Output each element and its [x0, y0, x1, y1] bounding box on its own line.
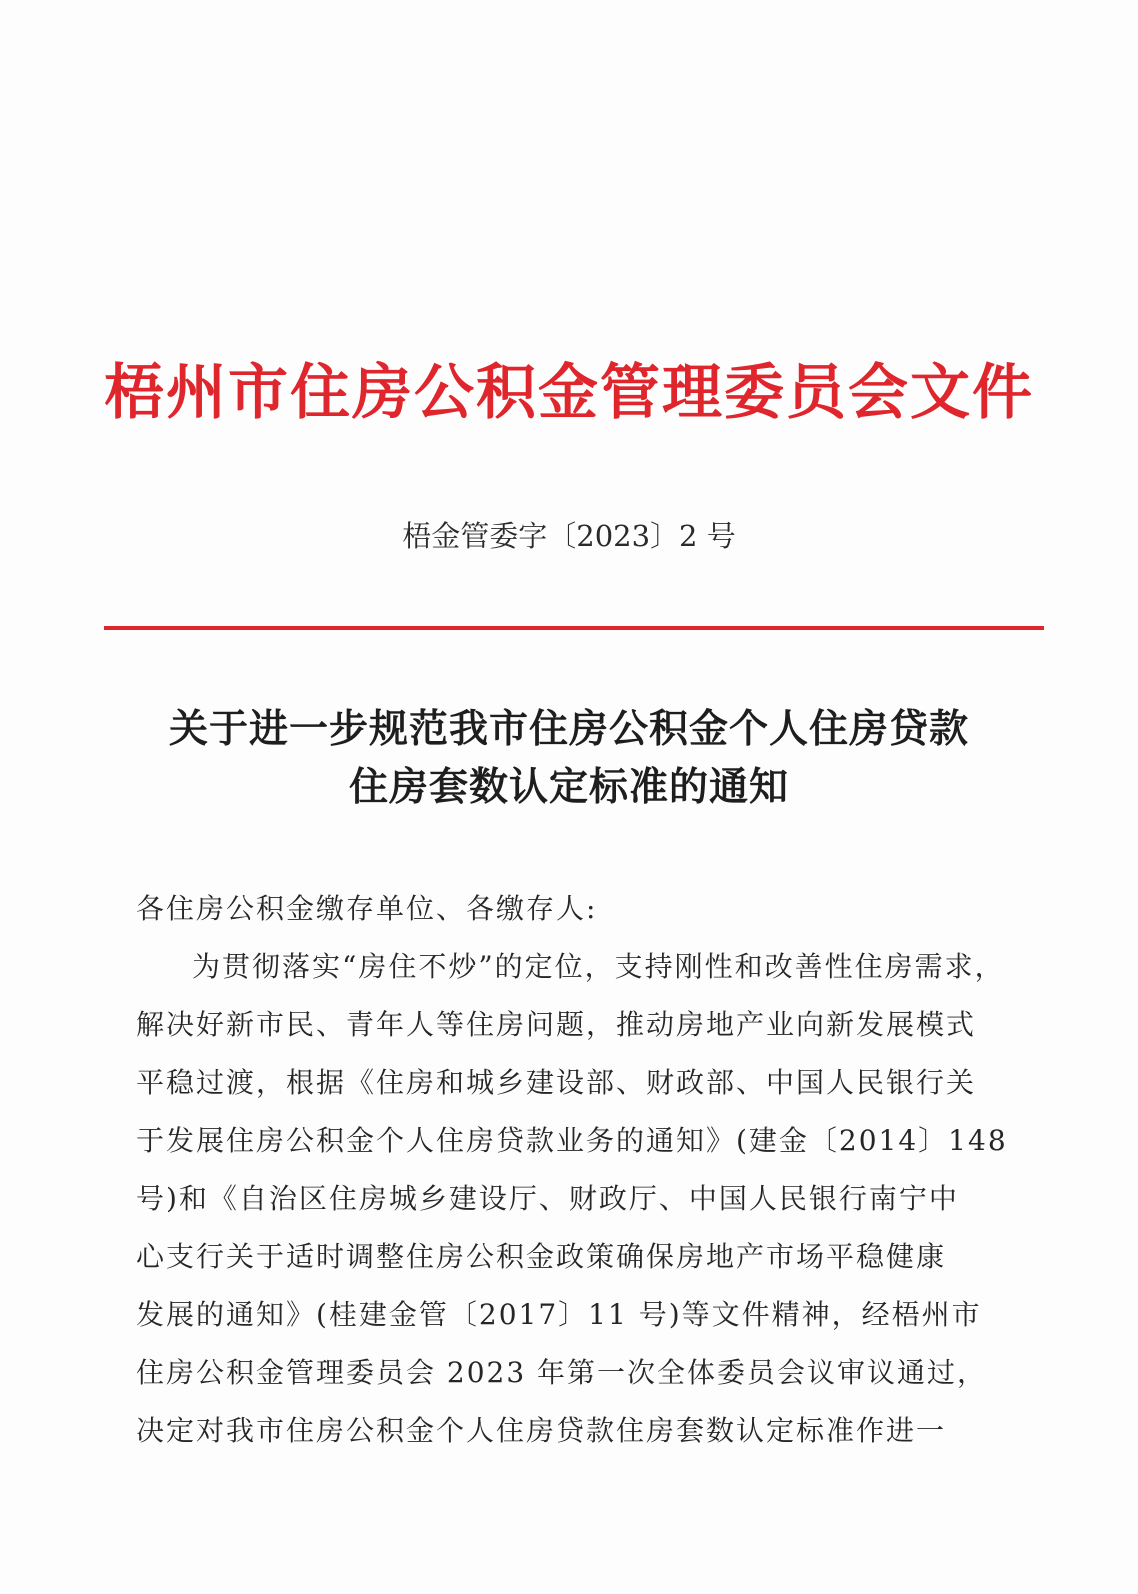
body-line: 号)和《自治区住房城乡建设厅、财政厅、中国人民银行南宁中	[136, 1182, 959, 1215]
notice-body	[136, 880, 1016, 1460]
document-masthead: 梧州市住房公积金管理委员会文件	[104, 358, 1034, 428]
salutation: 各住房公积金缴存单位、各缴存人:	[136, 892, 598, 925]
body-line: 为贯彻落实“房住不炒”的定位，支持刚性和改善性住房需求，	[192, 950, 1005, 983]
body-line: 发展的通知》(桂建金管〔2017〕11 号)等文件精神，经梧州市	[136, 1298, 982, 1331]
body-line: 住房公积金管理委员会 2023 年第一次全体委员会议审议通过，	[136, 1356, 988, 1389]
body-line: 决定对我市住房公积金个人住房贷款住房套数认定标准作进一	[136, 1414, 947, 1447]
notice-title	[60, 700, 1078, 816]
document-number: 梧金管委字〔2023〕2 号	[402, 519, 736, 553]
red-divider-line	[104, 626, 1044, 630]
body-line: 解决好新市民、青年人等住房问题，推动房地产业向新发展模式	[136, 1008, 977, 1041]
body-line: 于发展住房公积金个人住房贷款业务的通知》(建金〔2014〕148	[136, 1124, 1008, 1157]
notice-title-line-1: 关于进一步规范我市住房公积金个人住房贷款	[168, 706, 969, 752]
notice-title-line-2: 住房套数认定标准的通知	[348, 764, 789, 810]
body-line: 心支行关于适时调整住房公积金政策确保房地产市场平稳健康	[136, 1240, 947, 1273]
body-line: 平稳过渡，根据《住房和城乡建设部、财政部、中国人民银行关	[136, 1066, 977, 1099]
